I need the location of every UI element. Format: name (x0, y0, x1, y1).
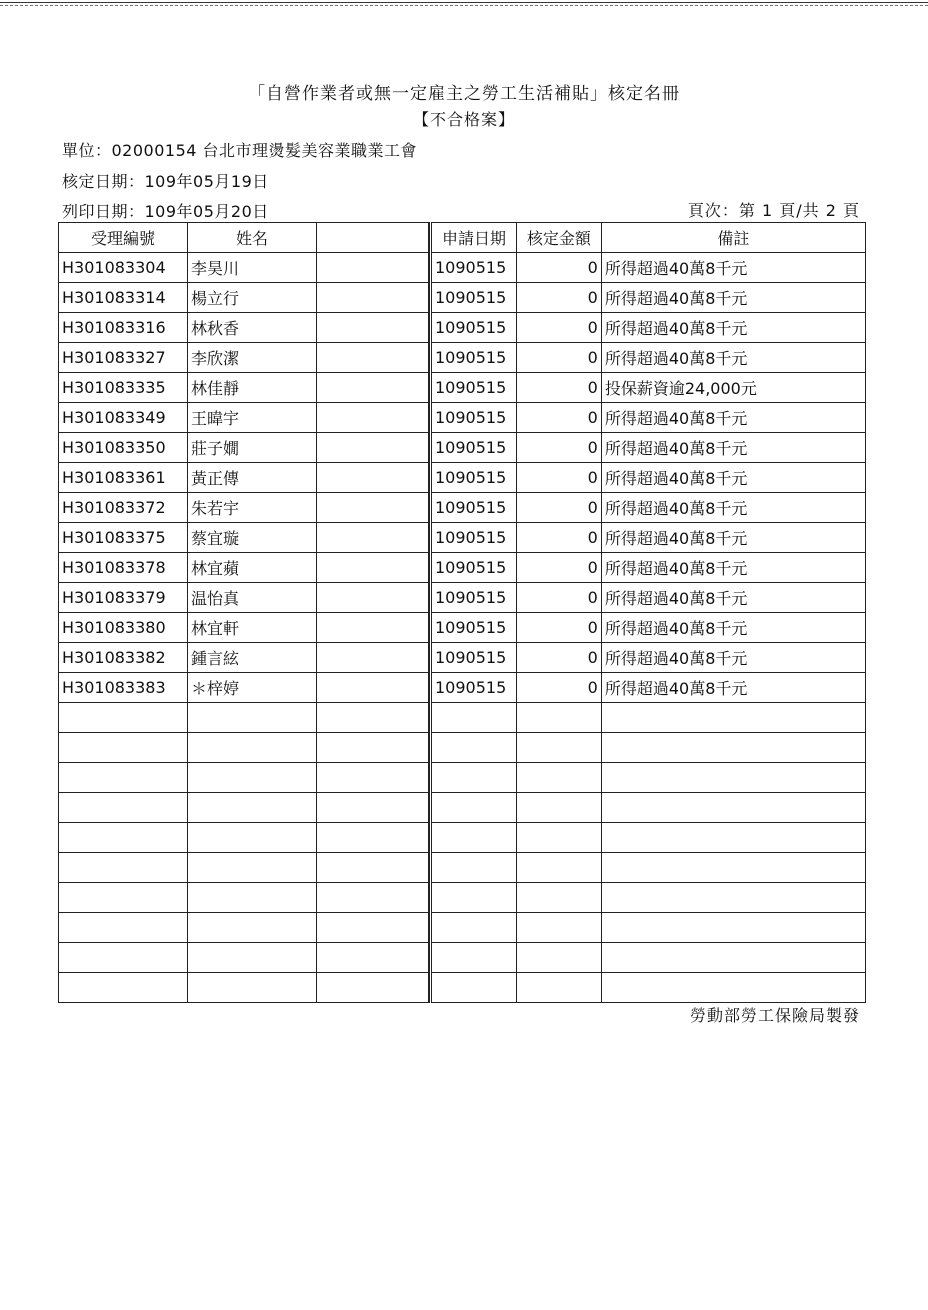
amount-cell (516, 883, 601, 913)
table-row (59, 613, 429, 643)
name-cell: 王暐宇 (188, 403, 317, 433)
remark-cell (601, 913, 865, 943)
amount-cell: 0 (516, 583, 601, 613)
table-row (431, 403, 866, 433)
blank-cell (317, 553, 429, 583)
name-cell: 李昊川 (188, 253, 317, 283)
table-row (59, 643, 429, 673)
table-row (431, 703, 866, 733)
apply-date-cell: 1090515 (431, 433, 517, 463)
amount-cell: 0 (516, 283, 601, 313)
table-row (59, 493, 429, 523)
table-row (431, 973, 866, 1003)
remark-cell: 所得超過40萬8千元 (601, 673, 865, 703)
remark-cell (601, 973, 865, 1003)
case-no-cell: H301083361 (59, 463, 188, 493)
approval-date: 核定日期：109年05月19日 (62, 172, 269, 191)
blank-cell (317, 283, 429, 313)
case-no-cell: H301083375 (59, 523, 188, 553)
remark-cell (601, 883, 865, 913)
apply-date-cell: 1090515 (431, 343, 517, 373)
document-subtitle: 【不合格案】 (412, 110, 515, 129)
amount-cell: 0 (516, 523, 601, 553)
blank-cell (317, 793, 429, 823)
name-cell: 鍾言絃 (188, 643, 317, 673)
name-cell (188, 853, 317, 883)
blank-cell (317, 403, 429, 433)
table-row (59, 433, 429, 463)
apply-date-cell: 1090515 (431, 583, 517, 613)
remark-cell: 所得超過40萬8千元 (601, 553, 865, 583)
table-row (59, 583, 429, 613)
apply-date-cell (431, 913, 517, 943)
table-row (59, 253, 429, 283)
table-row (59, 973, 429, 1003)
blank-cell (317, 373, 429, 403)
table-row (431, 283, 866, 313)
blank-cell (317, 703, 429, 733)
table-row (59, 853, 429, 883)
blank-cell (317, 313, 429, 343)
name-cell: 林宜蘋 (188, 553, 317, 583)
remark-cell: 所得超過40萬8千元 (601, 643, 865, 673)
scan-top-border (0, 2, 928, 3)
amount-cell: 0 (516, 553, 601, 583)
name-cell: 林宜軒 (188, 613, 317, 643)
remark-cell (601, 943, 865, 973)
header-name: 姓名 (188, 223, 317, 253)
table-row (59, 523, 429, 553)
apply-date-cell (431, 733, 517, 763)
remark-cell (601, 703, 865, 733)
table-row (431, 793, 866, 823)
table-row (431, 673, 866, 703)
remark-cell: 所得超過40萬8千元 (601, 613, 865, 643)
document-title: 「自營作業者或無一定雇主之勞工生活補貼」核定名冊 (248, 84, 680, 104)
table-row (431, 613, 866, 643)
remark-cell: 所得超過40萬8千元 (601, 253, 865, 283)
remark-cell: 所得超過40萬8千元 (601, 283, 865, 313)
blank-cell (317, 973, 429, 1003)
remark-cell (601, 733, 865, 763)
apply-date-cell (431, 793, 517, 823)
table-row (431, 433, 866, 463)
name-cell: 温怡真 (188, 583, 317, 613)
case-no-cell: H301083350 (59, 433, 188, 463)
blank-cell (317, 253, 429, 283)
apply-date-cell: 1090515 (431, 523, 517, 553)
apply-date-cell (431, 883, 517, 913)
apply-date-cell: 1090515 (431, 313, 517, 343)
name-cell: 朱若宇 (188, 493, 317, 523)
case-no-cell (59, 703, 188, 733)
amount-cell: 0 (516, 343, 601, 373)
apply-date-cell: 1090515 (431, 553, 517, 583)
roster-left-body (59, 253, 429, 1003)
remark-cell: 所得超過40萬8千元 (601, 343, 865, 373)
apply-date-cell: 1090515 (431, 403, 517, 433)
case-no-cell: H301083349 (59, 403, 188, 433)
scan-top-border-dashed (0, 5, 928, 6)
table-row (59, 313, 429, 343)
amount-cell: 0 (516, 463, 601, 493)
case-no-cell: H301083314 (59, 283, 188, 313)
table-row (431, 373, 866, 403)
apply-date-cell: 1090515 (431, 283, 517, 313)
amount-cell (516, 943, 601, 973)
table-row (59, 913, 429, 943)
apply-date-cell (431, 973, 517, 1003)
amount-cell: 0 (516, 433, 601, 463)
table-row (59, 403, 429, 433)
apply-date-cell (431, 853, 517, 883)
blank-cell (317, 823, 429, 853)
header-case-no: 受理編號 (59, 223, 188, 253)
blank-cell (317, 733, 429, 763)
amount-cell: 0 (516, 643, 601, 673)
apply-date-cell (431, 763, 517, 793)
apply-date-cell (431, 703, 517, 733)
table-row (431, 343, 866, 373)
header-apply-date: 申請日期 (431, 223, 517, 253)
table-row (59, 763, 429, 793)
name-cell: ＊梓婷 (188, 673, 317, 703)
blank-cell (317, 673, 429, 703)
amount-cell (516, 703, 601, 733)
amount-cell (516, 733, 601, 763)
amount-cell: 0 (516, 613, 601, 643)
table-row (431, 733, 866, 763)
name-cell: 黃正傳 (188, 463, 317, 493)
amount-cell: 0 (516, 373, 601, 403)
table-row (431, 913, 866, 943)
table-row (431, 643, 866, 673)
apply-date-cell: 1090515 (431, 643, 517, 673)
amount-cell (516, 973, 601, 1003)
table-row (59, 793, 429, 823)
apply-date-cell (431, 823, 517, 853)
amount-cell (516, 853, 601, 883)
header-remark: 備註 (601, 223, 865, 253)
amount-cell (516, 763, 601, 793)
table-row (59, 673, 429, 703)
table-row (431, 583, 866, 613)
case-no-cell: H301083327 (59, 343, 188, 373)
remark-cell: 所得超過40萬8千元 (601, 463, 865, 493)
blank-cell (317, 643, 429, 673)
name-cell (188, 973, 317, 1003)
case-no-cell (59, 943, 188, 973)
amount-cell: 0 (516, 253, 601, 283)
case-no-cell (59, 793, 188, 823)
table-row (59, 943, 429, 973)
name-cell (188, 763, 317, 793)
blank-cell (317, 523, 429, 553)
roster-table-left (58, 222, 429, 1003)
table-row (59, 463, 429, 493)
blank-cell (317, 583, 429, 613)
name-cell: 蔡宜璇 (188, 523, 317, 553)
remark-cell: 所得超過40萬8千元 (601, 493, 865, 523)
case-no-cell (59, 973, 188, 1003)
issuer-footer: 勞動部勞工保險局製發 (689, 1006, 860, 1025)
name-cell: 林秋香 (188, 313, 317, 343)
case-no-cell: H301083372 (59, 493, 188, 523)
table-row (431, 523, 866, 553)
apply-date-cell: 1090515 (431, 463, 517, 493)
blank-cell (317, 943, 429, 973)
case-no-cell: H301083379 (59, 583, 188, 613)
remark-cell (601, 853, 865, 883)
remark-cell (601, 793, 865, 823)
case-no-cell: H301083335 (59, 373, 188, 403)
blank-cell (317, 613, 429, 643)
apply-date-cell (431, 943, 517, 973)
table-header-row (59, 223, 429, 253)
name-cell: 李欣潔 (188, 343, 317, 373)
name-cell (188, 943, 317, 973)
case-no-cell: H301083380 (59, 613, 188, 643)
case-no-cell: H301083383 (59, 673, 188, 703)
table-row (59, 823, 429, 853)
blank-cell (317, 433, 429, 463)
case-no-cell: H301083382 (59, 643, 188, 673)
case-no-cell: H301083304 (59, 253, 188, 283)
amount-cell: 0 (516, 313, 601, 343)
amount-cell: 0 (516, 403, 601, 433)
table-row (431, 463, 866, 493)
remark-cell: 所得超過40萬8千元 (601, 403, 865, 433)
table-row (431, 823, 866, 853)
remark-cell: 所得超過40萬8千元 (601, 523, 865, 553)
blank-cell (317, 463, 429, 493)
blank-cell (317, 343, 429, 373)
case-no-cell (59, 763, 188, 793)
remark-cell (601, 823, 865, 853)
amount-cell (516, 793, 601, 823)
remark-cell: 所得超過40萬8千元 (601, 433, 865, 463)
name-cell: 楊立行 (188, 283, 317, 313)
remark-cell (601, 763, 865, 793)
case-no-cell (59, 883, 188, 913)
roster-right-body (431, 253, 866, 1003)
name-cell (188, 913, 317, 943)
print-date: 列印日期：109年05月20日 (62, 202, 269, 221)
table-header-row (431, 223, 866, 253)
unit-line: 單位：02000154 台北市理燙髮美容業職業工會 (62, 141, 418, 160)
case-no-cell (59, 733, 188, 763)
amount-cell: 0 (516, 673, 601, 703)
table-row (431, 763, 866, 793)
name-cell (188, 703, 317, 733)
apply-date-cell: 1090515 (431, 673, 517, 703)
table-row (431, 553, 866, 583)
page-count: 頁次：第 1 頁/共 2 頁 (687, 201, 860, 220)
table-row (59, 703, 429, 733)
table-row (59, 553, 429, 583)
case-no-cell (59, 913, 188, 943)
name-cell (188, 793, 317, 823)
case-no-cell: H301083378 (59, 553, 188, 583)
case-no-cell (59, 823, 188, 853)
blank-cell (317, 883, 429, 913)
table-row (431, 853, 866, 883)
blank-cell (317, 913, 429, 943)
remark-cell: 投保薪資逾24,000元 (601, 373, 865, 403)
apply-date-cell: 1090515 (431, 373, 517, 403)
table-row (59, 883, 429, 913)
table-row (431, 253, 866, 283)
remark-cell: 所得超過40萬8千元 (601, 583, 865, 613)
apply-date-cell: 1090515 (431, 613, 517, 643)
name-cell: 林佳靜 (188, 373, 317, 403)
table-row (431, 883, 866, 913)
blank-cell (317, 763, 429, 793)
case-no-cell: H301083316 (59, 313, 188, 343)
table-row (431, 313, 866, 343)
roster-table-right (429, 222, 866, 1003)
table-row (431, 943, 866, 973)
amount-cell (516, 913, 601, 943)
table-row (59, 283, 429, 313)
name-cell: 莊子嫺 (188, 433, 317, 463)
header-amount: 核定金額 (516, 223, 601, 253)
table-row (59, 343, 429, 373)
amount-cell (516, 823, 601, 853)
apply-date-cell: 1090515 (431, 493, 517, 523)
name-cell (188, 883, 317, 913)
name-cell (188, 823, 317, 853)
remark-cell: 所得超過40萬8千元 (601, 313, 865, 343)
apply-date-cell: 1090515 (431, 253, 517, 283)
table-row (431, 493, 866, 523)
table-row (59, 733, 429, 763)
name-cell (188, 733, 317, 763)
blank-cell (317, 853, 429, 883)
blank-cell (317, 493, 429, 523)
case-no-cell (59, 853, 188, 883)
header-blank (317, 223, 429, 253)
table-row (59, 373, 429, 403)
amount-cell: 0 (516, 493, 601, 523)
